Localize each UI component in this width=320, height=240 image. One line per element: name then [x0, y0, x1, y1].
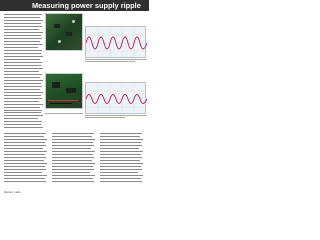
scope-caption-top-line2: [85, 61, 135, 62]
oscilloscope-screenshot-top: [85, 26, 146, 58]
scope-caption-bottom: [85, 115, 146, 116]
photo-caption: [45, 113, 83, 114]
body-column-1: [4, 133, 48, 184]
page-title: Measuring power supply ripple: [32, 1, 141, 10]
page-footer: Elektor Labs: [4, 190, 21, 194]
circuit-photo-bottom: [45, 73, 83, 109]
scope-trace-bottom: [86, 83, 147, 115]
circuit-photo-top: [45, 13, 83, 51]
lead-paragraph: [4, 14, 44, 132]
scope-trace-top: [86, 27, 147, 59]
body-text: [4, 133, 145, 185]
body-column-2: [52, 133, 96, 184]
page-header: [0, 0, 149, 11]
body-column-3: [100, 133, 144, 184]
scope-caption-bottom-line2: [85, 117, 125, 118]
scope-caption-top: [85, 59, 146, 60]
oscilloscope-screenshot-bottom: [85, 82, 146, 114]
